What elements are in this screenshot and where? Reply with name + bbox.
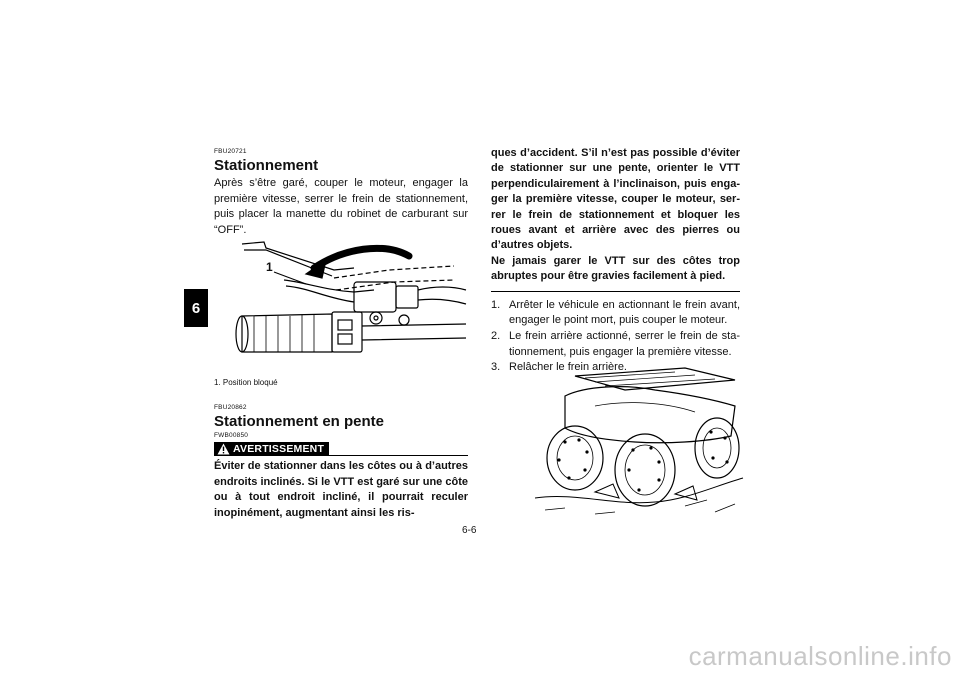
atv-drawing [535, 366, 745, 518]
warning-text: Éviter de stationner dans les côtes ou à d’autres endroits inclinés. Si le VTT est garé sur une côte ou à tout endroit incliné, il pourrait reculer inopinément, augmentant ainsi les ris- [214, 460, 468, 519]
warning-end-rule [491, 291, 740, 292]
warning-triangle-icon [217, 443, 230, 455]
procedure-steps [491, 298, 740, 376]
figure-callout-number: 1 [266, 260, 273, 275]
warning-code: FWB00850 [214, 432, 249, 440]
right-column [491, 146, 740, 376]
brake-lever-illustration [214, 240, 468, 370]
list-item: 2. Le frein arrière actionné, serrer le frein de sta-tionnement, puis engager la première vitesse. [491, 330, 740, 358]
section-code: FBU20721 [214, 148, 247, 155]
left-column [214, 148, 468, 521]
figure-caption: 1. Position bloqué [214, 378, 278, 388]
chapter-tab: 6 [184, 289, 208, 327]
warning-rule [329, 455, 468, 456]
page-number: 6-6 [462, 525, 477, 536]
section-code: FBU20862 [214, 404, 247, 412]
list-item: 1. Arrêter le véhicule en actionnant le frein avant, engager le point mort, puis couper le moteur. [491, 298, 740, 327]
section-title-slope-parking: Stationnement en pente [214, 413, 385, 431]
atv-on-slope-illustration [535, 366, 745, 518]
warning-header [214, 442, 468, 456]
warning-text-second: Ne jamais garer le VTT sur des côtes trop abruptes pour être gravies facilement à pied. [491, 254, 740, 283]
section-title-parking: Stationnement [214, 157, 319, 174]
list-item: 3. Relâcher le frein arrière. [491, 361, 627, 374]
parking-paragraph: Après s’être garé, couper le moteur, engager la première vitesse, serrer le frein de stationnement, puis placer la manette du robinet de carburant sur “OFF”. [214, 177, 468, 236]
handlebar-lever-drawing [214, 240, 468, 370]
warning-badge [214, 442, 329, 456]
warning-text-continued: ques d’accident. S’il n’est pas possible d’éviter de stationner sur une pente, orienter le VTT perpendiculairement à l’inclinaison, puis enga-ger la première vitesse, couper le moteur, ser-rer le frein de stationnement et bloquer les roues avant et arrière avec des pierres ou d’autres objets. [491, 147, 740, 252]
footer-watermark: carmanualsonline.info [688, 641, 952, 671]
warning-label: AVERTISSEMENT [233, 443, 325, 456]
